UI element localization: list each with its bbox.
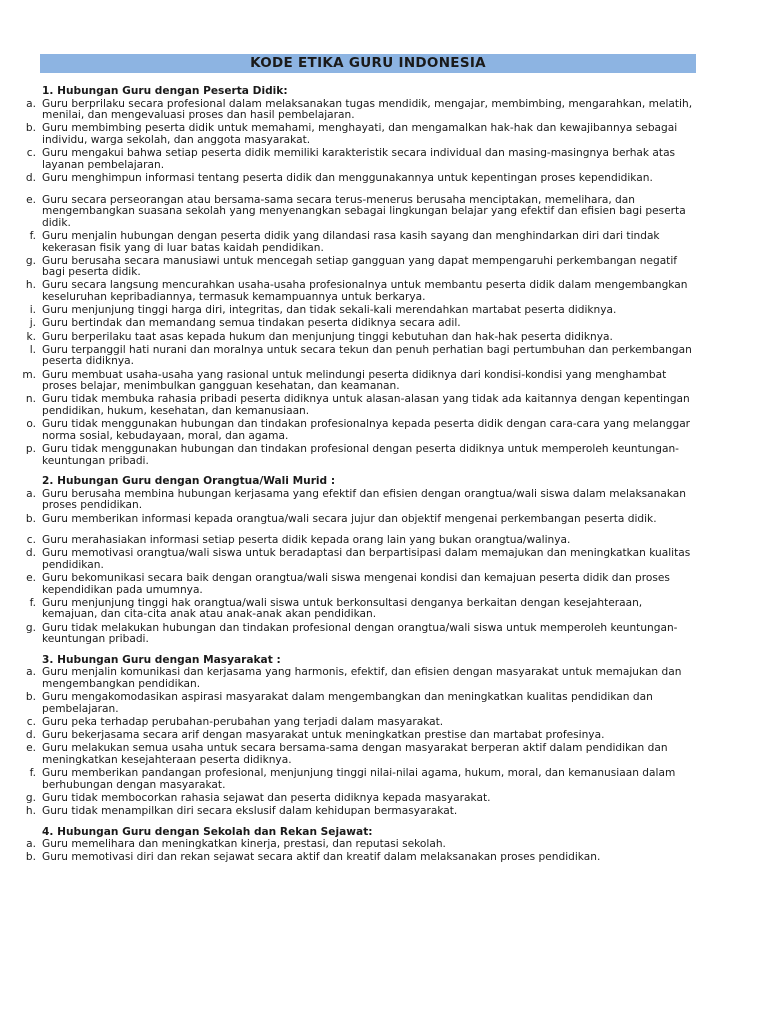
item-marker: f. (29, 767, 36, 780)
item-text: Guru peka terhadap perubahan-perubahan yang terjadi dalam masyarakat. (42, 715, 444, 728)
item-text: Guru tidak menggunakan hubungan dan tindakan profesionalnya kepada peserta didik dengan cara-cara yang melanggar norma sosial, kebudayaan, moral, dan agama. (42, 418, 691, 442)
item-marker: b. (25, 512, 36, 525)
item-marker: b. (25, 122, 36, 135)
item-text: Guru menjalin hubungan dengan peserta didik yang dilandasi rasa kasih sayang dan menghindarkan diri dari tindak kekerasan fisik yang di luar batas kaidah pendidikan. (42, 229, 660, 254)
item-marker: e. (26, 193, 36, 206)
item-text: Guru merahasiakan informasi setiap peserta didik kepada orang lain yang bukan orangtua/walinya. (42, 534, 571, 547)
list-item (0, 730, 768, 742)
list-item (0, 256, 768, 279)
document-title: KODE ETIKA GURU INDONESIA (40, 54, 696, 73)
item-marker: d. (25, 729, 36, 742)
item-marker: l. (29, 343, 36, 356)
section-3 (0, 655, 768, 818)
item-marker: h. (25, 279, 36, 292)
item-text: Guru berusaha secara manusiawi untuk mencegah setiap gangguan yang dapat mempengaruhi perkembangan negatif bagi peserta didik. (42, 254, 678, 279)
item-text: Guru melakukan semua usaha untuk secara bersama-sama dengan masyarakat berperan aktif dalam pendidikan dan meningkatkan kesejahteraan peserta didiknya. (42, 742, 668, 766)
item-marker: c. (26, 147, 36, 160)
section-heading: 2. Hubungan Guru dengan Orangtua/Wali Murid : (42, 475, 336, 488)
item-marker: c. (26, 534, 36, 547)
section-1 (0, 86, 768, 467)
item-text: Guru mengakui bahwa setiap peserta didik memiliki karakteristik secara individual dan masing-masingnya berhak atas layanan pembelajaran. (42, 147, 676, 171)
list-item (0, 535, 768, 547)
item-text: Guru tidak melakukan hubungan dan tindakan profesional dengan orangtua/wali siswa untuk memperoleh keuntungan-keuntungan pribadi. (42, 621, 678, 646)
item-marker: e. (26, 572, 36, 585)
item-text: Guru membimbing peserta didik untuk memahami, menghayati, dan mengamalkan hak-hak dan kewajibannya sebagai individu, warga sekolah, dan anggota masyarakat. (42, 122, 678, 146)
item-marker: a. (26, 487, 36, 500)
list-item (0, 332, 768, 344)
item-marker: d. (25, 547, 36, 560)
item-marker: k. (26, 330, 36, 343)
item-marker: f. (29, 229, 36, 242)
item-marker: j. (29, 317, 36, 330)
item-text: Guru tidak membuka rahasia pribadi peserta didiknya untuk alasan-alasan yang tidak ada kaitannya dengan kepentingan pendidikan, hukum, kesehatan, dan kemanusiaan. (42, 393, 690, 417)
list-item (0, 793, 768, 805)
list-item (0, 623, 768, 646)
item-marker: m. (22, 368, 36, 381)
item-text: Guru memberikan pandangan profesional, menjunjung tinggi nilai-nilai agama, hukum, moral, dan kemanusiaan dalam berhubungan dengan masyarakat. (42, 767, 676, 791)
item-text: Guru tidak membocorkan rahasia sejawat dan peserta didiknya kepada masyarakat. (42, 791, 491, 804)
section-heading: 1. Hubungan Guru dengan Peserta Didik: (42, 85, 288, 97)
list-item (0, 573, 768, 596)
list-item (0, 99, 768, 122)
item-text: Guru berusaha membina hubungan kerjasama yang efektif dan efisien dengan orangtua/wali siswa dalam melaksanakan proses pendidikan. (42, 487, 686, 512)
list-item (0, 717, 768, 729)
item-marker: o. (26, 418, 36, 431)
list-item (0, 318, 768, 330)
item-text: Guru bertindak dan memandang semua tindakan peserta didiknya secara adil. (42, 317, 461, 330)
list-item (0, 806, 768, 818)
list-item (0, 598, 768, 621)
item-marker: c. (26, 715, 36, 728)
item-text: Guru bekerjasama secara arif dengan masyarakat untuk meningkatkan prestise dan martabat profesinya. (42, 729, 605, 742)
item-text: Guru tidak menggunakan hubungan dan tindakan profesional dengan peserta didiknya untuk memperoleh keuntungan-keuntungan pribadi. (42, 442, 679, 467)
item-marker: n. (25, 393, 36, 406)
list-item (0, 839, 768, 851)
list-item (0, 231, 768, 254)
document-body (0, 86, 768, 873)
item-marker: p. (25, 442, 36, 455)
item-marker: g. (25, 621, 36, 634)
item-text: Guru secara langsung mencurahkan usaha-usaha profesionalnya untuk membantu peserta didik dalam mengembangkan keseluruhan kepribadiannya, termasuk kemampuannya untuk berkarya. (42, 279, 688, 304)
list-item (0, 489, 768, 512)
list-item (0, 419, 768, 442)
item-text: Guru berprilaku secara profesional dalam melaksanakan tugas mendidik, mengajar, membimbing, mengarahkan, melatih, menilai, dan mengevaluasi proses dan hasil pembelajaran. (42, 97, 693, 122)
list-item (0, 305, 768, 317)
item-marker: a. (26, 666, 36, 679)
item-marker: b. (25, 691, 36, 704)
item-marker: f. (29, 596, 36, 609)
item-marker: d. (25, 171, 36, 184)
item-text: Guru secara perseorangan atau bersama-sama secara terus-menerus berusaha menciptakan, memelihara, dan mengembangkan suasana sekolah yang menyenangkan sebagai lingkungan belajar yang efektif dan efisien bagi peserta didik. (42, 193, 686, 229)
list-item (0, 768, 768, 791)
item-text: Guru memotivasi diri dan rekan sejawat secara aktif dan kreatif dalam melaksanakan proses pendidikan. (42, 851, 601, 864)
list-item (0, 548, 768, 571)
item-text: Guru menghimpun informasi tentang peserta didik dan menggunakannya untuk kepentingan proses kependidikan. (42, 171, 653, 184)
list-item (0, 667, 768, 690)
section-4 (0, 827, 768, 864)
item-text: Guru berperilaku taat asas kepada hukum dan menjunjung tinggi kebutuhan dan hak-hak peserta didiknya. (42, 330, 613, 343)
item-marker: a. (26, 97, 36, 110)
section-2 (0, 476, 768, 646)
item-text: Guru tidak menampilkan diri secara ekslusif dalam kehidupan bermasyarakat. (42, 805, 458, 818)
list-item (0, 514, 768, 526)
item-marker: h. (25, 805, 36, 818)
list-item (0, 173, 768, 185)
list-item (0, 692, 768, 715)
item-text: Guru membuat usaha-usaha yang rasional untuk melindungi peserta didiknya dari kondisi-kondisi yang menghambat proses belajar, menimbulkan gangguan kesehatan, dan keamanan. (42, 368, 667, 393)
item-text: Guru menjunjung tinggi harga diri, integritas, dan tidak sekali-kali merendahkan martabat peserta didiknya. (42, 304, 617, 317)
list-item (0, 743, 768, 766)
item-text: Guru memberikan informasi kepada orangtua/wali secara jujur dan objektif mengenai perkembangan peserta didik. (42, 512, 657, 525)
item-text: Guru memotivasi orangtua/wali siswa untuk beradaptasi dan berpartisipasi dalam memajukan dan meningkatkan kualitas pendidikan. (42, 547, 691, 571)
list-item (0, 394, 768, 417)
item-text: Guru menjunjung tinggi hak orangtua/wali siswa untuk berkonsultasi denganya berkaitan dengan kesejahteraan, kemajuan, dan cita-cita anak atau anak-anak akan pendidikan. (42, 596, 643, 621)
item-marker: g. (25, 791, 36, 804)
item-text: Guru memelihara dan meningkatkan kinerja, prestasi, dan reputasi sekolah. (42, 838, 446, 851)
item-marker: e. (26, 742, 36, 755)
section-heading: 3. Hubungan Guru dengan Masyarakat : (42, 653, 281, 666)
list-item (0, 852, 768, 864)
list-item (0, 370, 768, 393)
item-marker: g. (25, 254, 36, 267)
item-text: Guru bekomunikasi secara baik dengan orangtua/wali siswa mengenai kondisi dan kemajuan peserta didik dan proses kependidikan pada umumnya. (42, 572, 670, 596)
item-marker: i. (29, 304, 36, 317)
list-item (0, 123, 768, 146)
list-item (0, 195, 768, 230)
list-item (0, 444, 768, 467)
item-text: Guru terpanggil hati nurani dan moralnya untuk secara tekun dan penuh perhatian bagi pertumbuhan dan perkembangan peserta didiknya. (42, 343, 692, 368)
list-item (0, 345, 768, 368)
item-text: Guru menjalin komunikasi dan kerjasama yang harmonis, efektif, dan efisien dengan masyarakat untuk memajukan dan mengembangkan pendidikan. (42, 666, 682, 690)
item-marker: b. (25, 851, 36, 864)
item-text: Guru mengakomodasikan aspirasi masyarakat dalam mengembangkan dan meningkatkan kualitas pendidikan dan pembelajaran. (42, 691, 653, 715)
list-item (0, 280, 768, 303)
section-heading: 4. Hubungan Guru dengan Sekolah dan Rekan Sejawat: (42, 825, 373, 838)
list-item (0, 148, 768, 171)
item-marker: a. (26, 838, 36, 851)
